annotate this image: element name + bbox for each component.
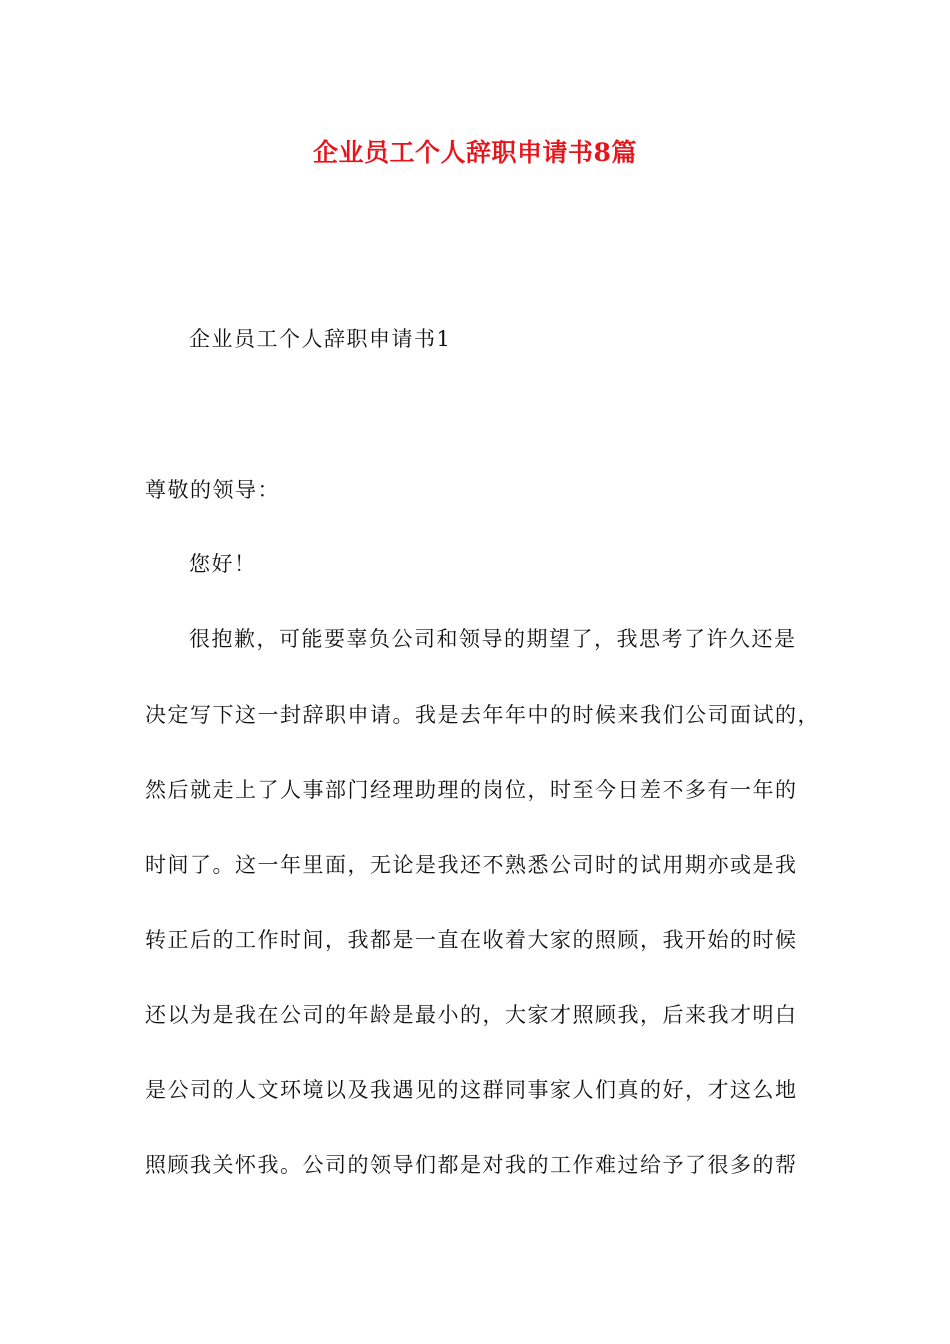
body-line: 还以为是我在公司的年龄是最小的，大家才照顾我，后来我才明白 bbox=[145, 1003, 798, 1027]
document-title: 企业员工个人辞职申请书8篇 bbox=[313, 138, 637, 167]
body-line: 然后就走上了人事部门经理助理的岗位，时至今日差不多有一年的 bbox=[145, 778, 798, 802]
body-line: 很抱歉，可能要辜负公司和领导的期望了，我思考了许久还是 bbox=[189, 627, 797, 651]
greeting: 您好！ bbox=[189, 552, 257, 576]
body-line: 照顾我关怀我。公司的领导们都是对我的工作难过给予了很多的帮 bbox=[145, 1153, 798, 1177]
body-line: 是公司的人文环境以及我遇见的这群同事家人们真的好，才这么地 bbox=[145, 1078, 798, 1102]
section-heading: 企业员工个人辞职申请书1 bbox=[189, 327, 452, 351]
body-line: 时间了。这一年里面，无论是我还不熟悉公司时的试用期亦或是我 bbox=[145, 853, 798, 877]
body-line: 决定写下这一封辞职申请。我是去年年中的时候来我们公司面试的， bbox=[145, 703, 820, 727]
body-line: 转正后的工作时间，我都是一直在收着大家的照顾，我开始的时候 bbox=[145, 928, 798, 952]
salutation: 尊敬的领导： bbox=[145, 478, 280, 502]
